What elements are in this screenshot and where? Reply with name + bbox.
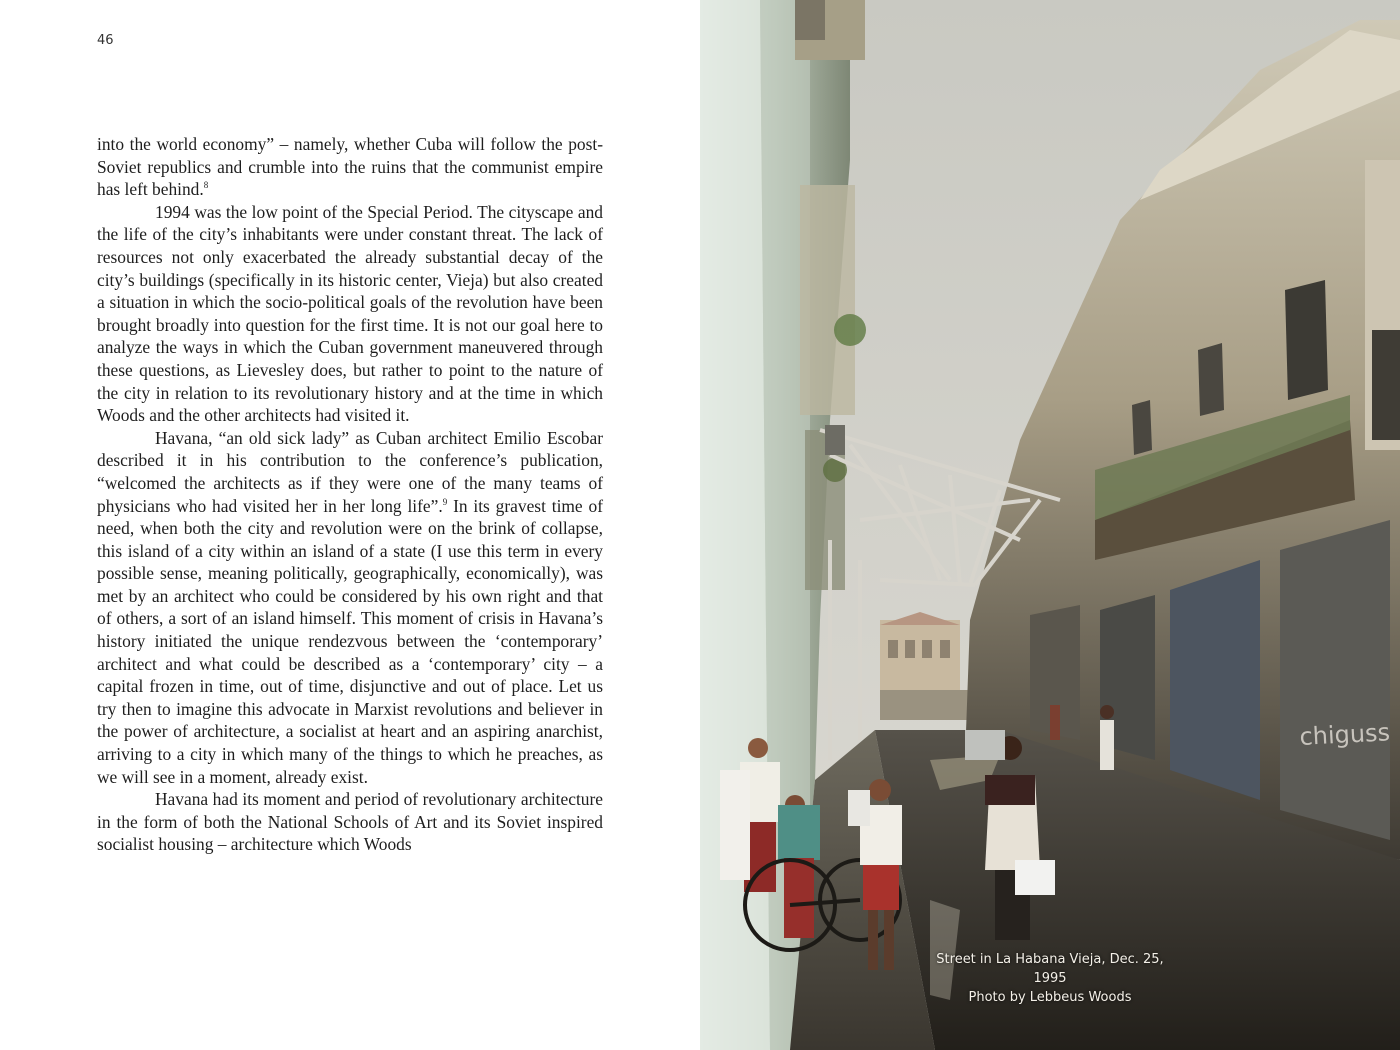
street-lamp	[825, 425, 845, 455]
paragraph-2: 1994 was the low point of the Special Period. The cityscape and the life of the city’s inhabitants were under constant threat. The lack of resources not only exacerbated the already substantial decay of the city’s buildings (specifically in its historic center, Vieja) but also created a situation in which the socio-political goals of the revolution have been brought broadly into question for the first time. It is not our goal here to analyze the ways in which the Cuban government maneuvered through these questions, as Lievesley does, but rather to point to the nature of the city in relation to its revolutionary history and at the time in which Woods and the other architects had visited it.	[97, 201, 603, 426]
right-window	[1285, 280, 1328, 400]
shop-door	[1170, 560, 1260, 800]
caption-line-2: Photo by Lebbeus Woods	[968, 990, 1132, 1005]
parked-car	[965, 730, 1005, 760]
paragraph-1	[97, 133, 603, 201]
right-page	[700, 0, 1400, 1050]
caption-line-1: Street in La Habana Vieja, Dec. 25, 1995	[936, 952, 1164, 986]
page-number: 46	[97, 33, 114, 48]
paragraph-4: Havana had its moment and period of revolutionary architecture in the form of both the National Schools of Art and its Soviet inspired socialist housing – architecture which Woods	[97, 789, 603, 855]
footnote-ref-9[interactable]: 9	[442, 496, 448, 507]
paragraph-3	[97, 427, 603, 789]
street-photo	[700, 0, 1400, 1050]
paragraph-3-text-b: In its gravest time of need, when both the city and revolution were on the brink of collapse, this island of a city within an island of a state (I use this term in every possible sense, meaning politically, geographically, economically), was met by an architect who could be considered by his own right and that of others, a sort of an island himself. This moment of crisis in Havana’s history initiated the unique rendezvous between the ‘contemporary’ architect and what could be described as a ‘contemporary’ city – a capital frozen in time, out of time, disjunctive and out of place. Let us try then to imagine this advocate in Marxist revolutions and believer in the power of architecture, a socialist at heart and an aspiring anarchist, arriving to a city in which many of the things to which he preaches, as we will see in a moment, already exist.	[97, 495, 603, 787]
paragraph-1-text: into the world economy” – namely, whether Cuba will follow the post-Soviet republics and crumble into the ruins that the communist empire has left behind.	[97, 134, 603, 200]
footnote-ref-8[interactable]: 8	[203, 180, 209, 191]
graffiti-text: chiguss	[1298, 718, 1391, 751]
photo-caption	[930, 950, 1170, 1007]
body-text	[97, 133, 603, 856]
paragraph-3-text-a: Havana, “an old sick lady” as Cuban architect Emilio Escobar described it in his contribution to the conference’s publication, “welcomed the architects as if they were one of the many teams of physicians who had visited her in her long life”.	[97, 427, 603, 516]
